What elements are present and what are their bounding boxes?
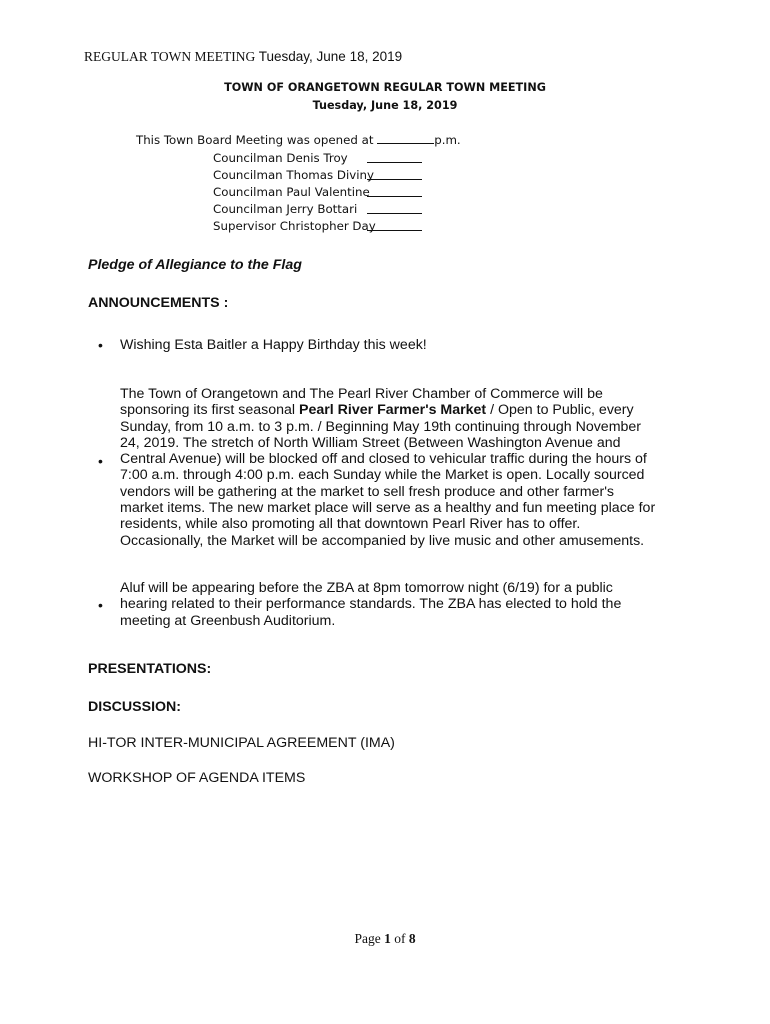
roll-call-row: [213, 201, 422, 218]
page-total: 8: [408, 931, 416, 946]
page-word: Page: [354, 931, 381, 946]
meeting-title: TOWN OF ORANGETOWN REGULAR TOWN MEETING: [224, 81, 546, 94]
market-text-start: The Town of Orangetown and The Pearl River Chamber of Commerce will be sponsoring its first seasonal: [120, 386, 603, 419]
attendance-blank: [367, 201, 422, 214]
roll-call-list: [213, 150, 422, 235]
member-name: Councilman Jerry Bottari: [213, 202, 358, 216]
running-header-date: Tuesday, June 18, 2019: [258, 49, 403, 64]
announcements-heading: ANNOUNCEMENTS :: [88, 295, 229, 311]
discussion-heading: DISCUSSION:: [88, 699, 182, 715]
announcement-text: [120, 386, 660, 549]
member-name: Councilman Thomas Diviny: [213, 168, 374, 182]
member-name: Councilman Denis Troy: [213, 151, 348, 165]
meeting-date: Tuesday, June 18, 2019: [312, 99, 458, 112]
attendance-blank: [367, 150, 422, 163]
roll-call-row: [213, 150, 422, 167]
attendance-blank: [367, 218, 422, 231]
opened-at-blank: [377, 133, 434, 144]
presentations-heading: PRESENTATIONS:: [88, 661, 212, 677]
market-name: Pearl River Farmer's Market: [299, 402, 487, 419]
member-name: Councilman Paul Valentine: [213, 185, 370, 199]
pledge-heading: Pledge of Allegiance to the Flag: [88, 257, 302, 273]
page-current: 1: [384, 931, 391, 946]
announcement-text: Wishing Esta Baitler a Happy Birthday this week!: [120, 337, 427, 353]
announcement-text: Aluf will be appearing before the ZBA at 8pm tomorrow night (6/19) for a public hearing related to their performance standards. The ZBA has elected to hold the meeting at Greenbush Auditorium.: [120, 580, 622, 629]
member-name: Supervisor Christopher Day: [213, 219, 376, 233]
bullet-icon: •: [98, 597, 103, 613]
page-number: [0, 931, 770, 947]
running-header: [84, 49, 402, 65]
opened-at-suffix: p.m.: [434, 133, 461, 147]
workshop-item: WORKSHOP OF AGENDA ITEMS: [88, 770, 306, 786]
roll-call-row: [213, 167, 422, 184]
roll-call-row: [213, 184, 422, 201]
hitor-item: HI-TOR INTER-MUNICIPAL AGREEMENT (IMA): [88, 735, 395, 751]
opened-at-line: [136, 133, 461, 147]
bullet-icon: •: [98, 337, 103, 353]
of-word: of: [394, 931, 406, 946]
opened-at-text: This Town Board Meeting was opened at: [136, 133, 374, 147]
bullet-icon: •: [98, 453, 103, 469]
attendance-blank: [367, 167, 422, 180]
roll-call-row: [213, 218, 422, 235]
attendance-blank: [367, 184, 422, 197]
market-text-end: / Open to Public, every Sunday, from 10 a.m. to 3 p.m. / Beginning May 19th continuing through November 24, 2019. The stretch of North William Street (Between Washington Avenue and Central Avenue) will be blocked off and closed to vehicular traffic during the hours of 7:00 a.m. through 4:00 p.m. each Sunday while the Market is open. Locally sourced vendors will be gathering at the market to sell fresh produce and other farmer's market items. The new market place will serve as a healthy and fun meeting place for residents, while also promoting all that downtown Pearl River has to offer. Occasionally, the Market will be accompanied by live music and other amusements.: [120, 402, 656, 549]
running-header-title: REGULAR TOWN MEETING: [84, 49, 256, 64]
